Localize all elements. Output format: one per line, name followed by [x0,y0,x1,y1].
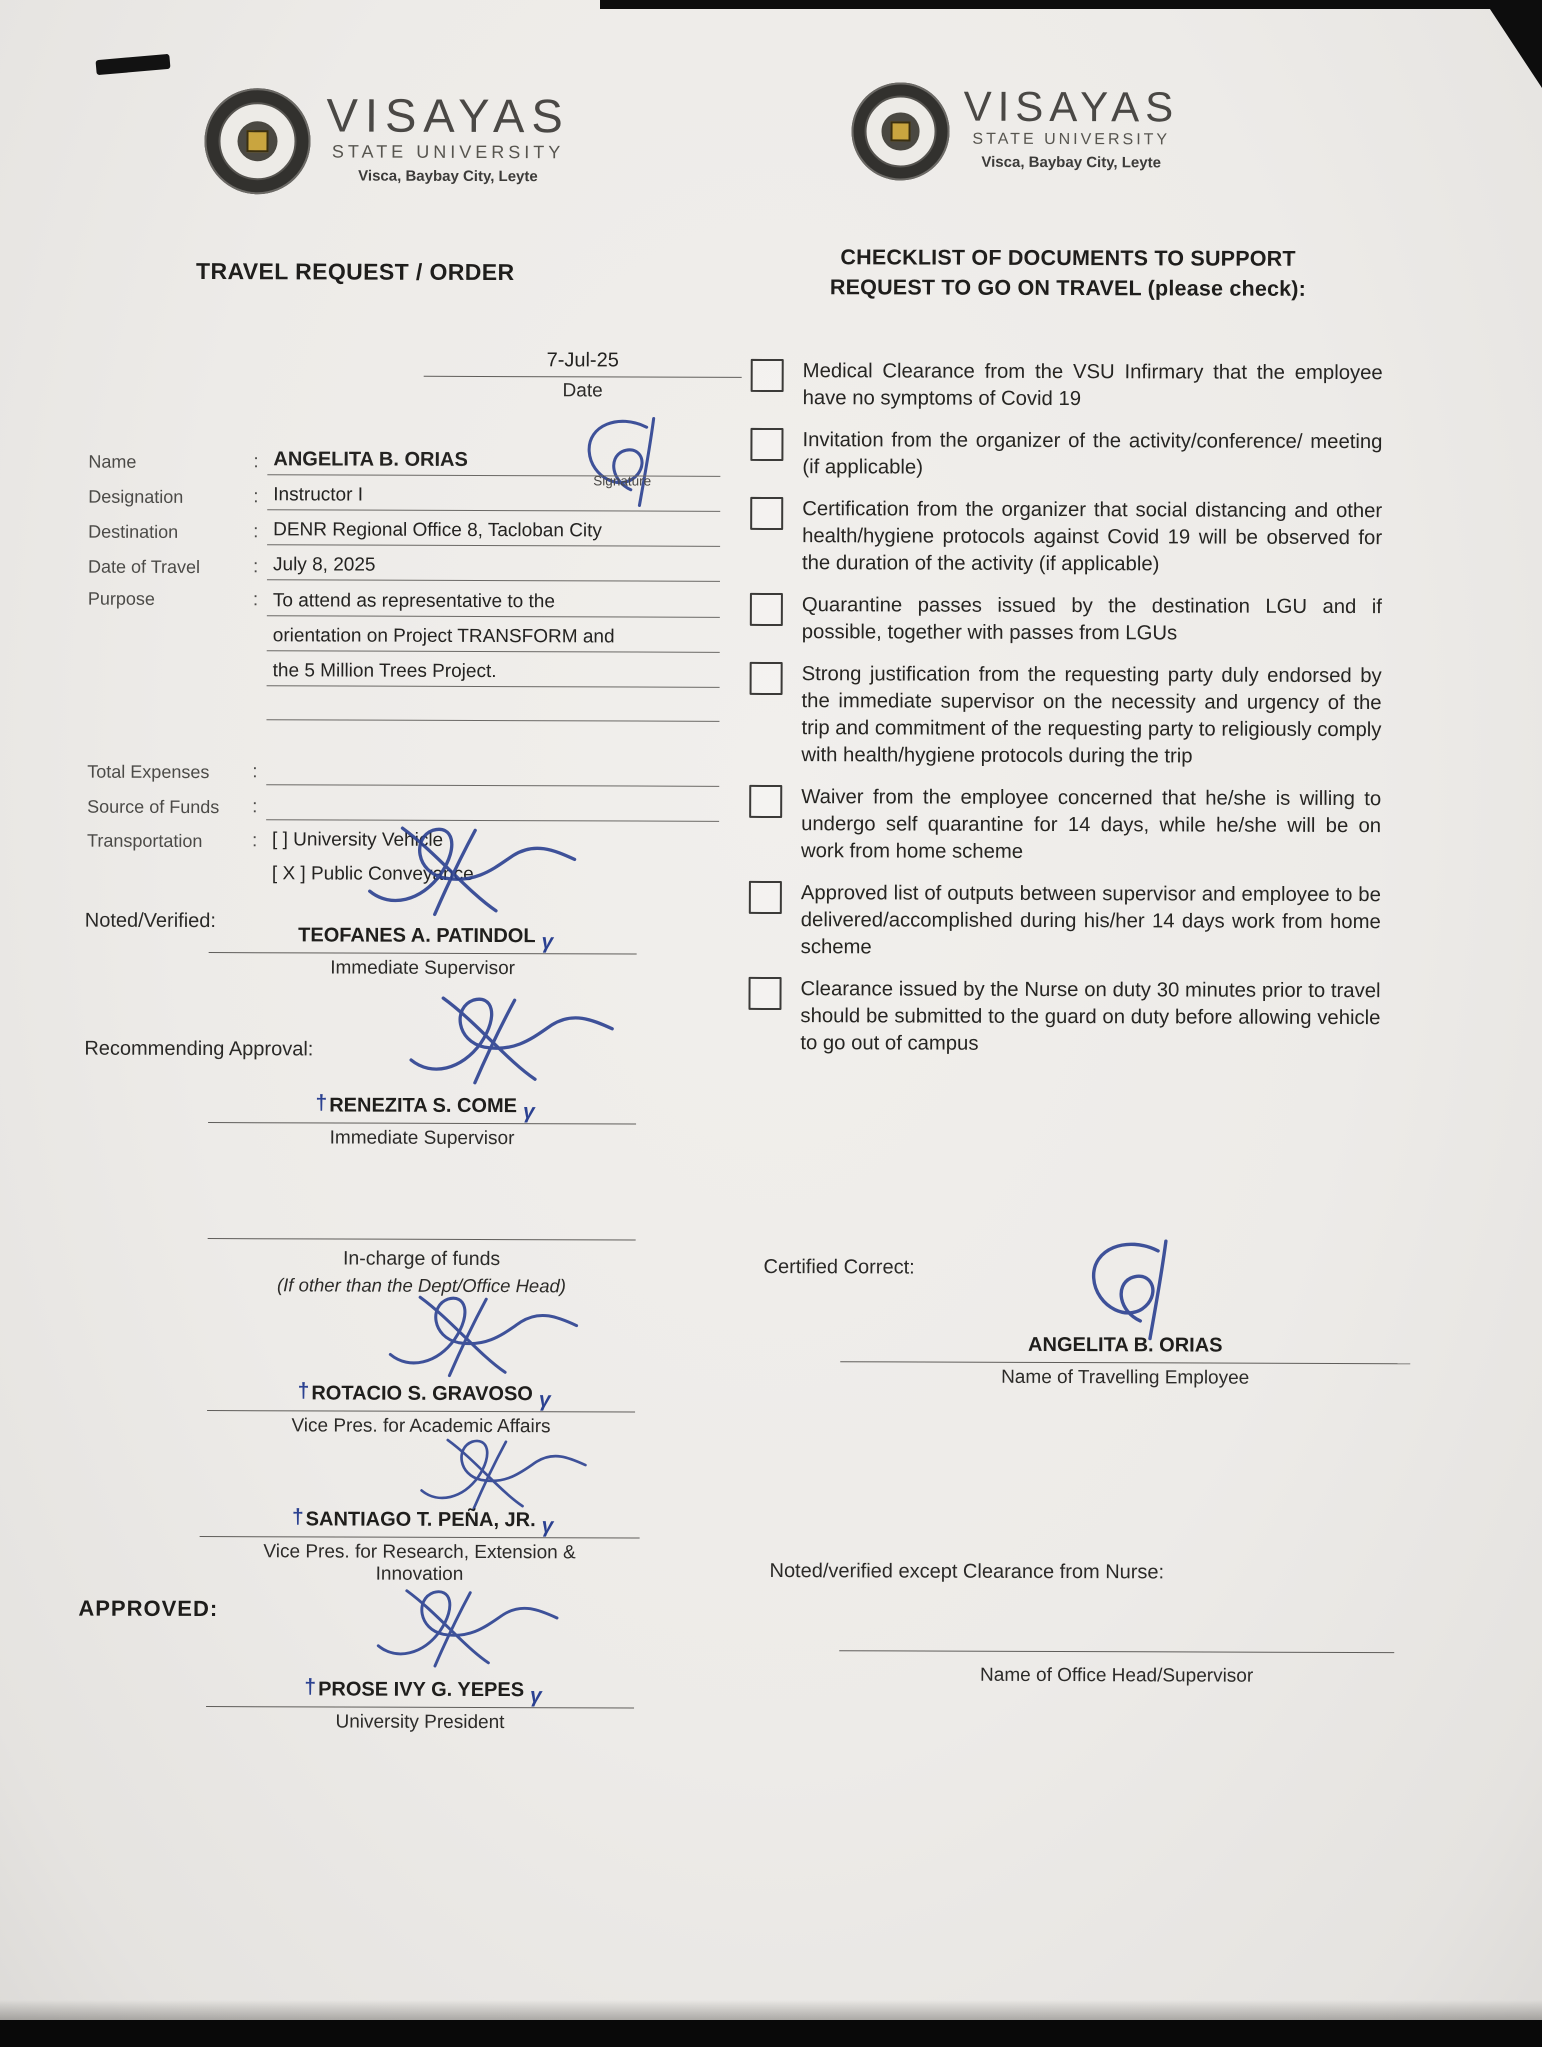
ink-mark: γ [522,1100,535,1124]
checklist-item: Strong justification from the requesting party duly endorsed by the immediate supervisor on the necessity and urgency of the trip and commitment of the requesting party to religiously comply with health/hygiene protocols during the trip [749,661,1381,771]
supervisor-name: TEOFANES A. PATINDOL [298,924,536,948]
signature-label: Signature [593,473,652,489]
approver-title: Vice Pres. for Academic Affairs [291,1415,551,1438]
purpose-line-blank [266,694,719,722]
supervisor-name: RENEZITA S. COME [329,1094,518,1118]
checklist-item: Invitation from the organizer of the activity/conference/ meeting (if applicable) [750,427,1382,483]
university-address: Visca, Baybay City, Leyte [358,167,538,186]
ink-mark: † [291,1505,304,1529]
checklist-item: Medical Clearance from the VSU Infirmary that the employee have no symptoms of Covid 19 [751,358,1383,414]
checklist-title: CHECKLIST OF DOCUMENTS TO SUPPORT REQUEST TO GO ON TRAVEL (please check): [829,245,1307,301]
approver-name: SANTIAGO T. PEÑA, JR. [305,1508,536,1532]
date-label: Date [562,380,603,402]
noted-verified-signatory [209,922,637,981]
university-header-left [204,80,664,212]
ink-mark: † [297,1379,310,1403]
approver-title: University President [335,1711,505,1734]
university-subtitle: STATE UNIVERSITY [331,141,565,163]
field-date-of-travel: Date of Travel : July 8, 2025 [88,554,720,582]
incharge-label: In-charge of funds [342,1247,501,1271]
purpose-line: orientation on Project TRANSFORM and [267,624,720,653]
name-value: ANGELITA B. ORIAS [267,448,720,477]
office-head-signatory [839,1622,1394,1688]
employee-name: ANGELITA B. ORIAS [1028,1333,1223,1357]
date-value: 7-Jul-25 [424,349,742,378]
ink-mark: † [304,1675,317,1699]
checkbox-unchecked [748,977,781,1010]
signature-scribble [349,1581,594,1678]
vsu-seal-icon [204,88,310,194]
supervisor-title: Immediate Supervisor [330,957,516,980]
total-expenses-value [266,759,719,787]
field-purpose: Purpose : To attend as representative to the orientation on Project TRANSFORM and the 5 Million Trees Project. [87,589,719,730]
approver-name: ROTACIO S. GRAVOSO [311,1382,533,1406]
approved-label: APPROVED: [78,1595,219,1622]
recommending-approval-label: Recommending Approval: [84,1037,314,1061]
vp-research-signatory [199,1506,639,1587]
signature-scribble [391,987,641,1096]
checklist-item: Waiver from the employee concerned that he/she is willing to undergo self quarantine for 14 days, while he/she will be on work from home scheme [749,784,1381,867]
date-of-travel-value: July 8, 2025 [267,554,720,582]
noted-except-label: Noted/verified except Clearance from Nurse: [769,1560,1165,1584]
checkbox-unchecked [750,497,783,530]
checklist-item: Clearance issued by the Nurse on duty 30 minutes prior to travel should be submitted to the guard on duty before allowing vehicle to go out of campus [748,976,1380,1059]
scan-artifact-bottom-strip [0,2020,1542,2047]
checkbox-unchecked [750,662,783,695]
designation-value: Instructor I [267,484,720,512]
destination-value: DENR Regional Office 8, Tacloban City [267,519,720,547]
field-designation: Designation : Instructor I [88,484,720,512]
purpose-line: the 5 Million Trees Project. [267,659,720,688]
form-title: TRAVEL REQUEST / ORDER [196,257,515,286]
university-subtitle: STATE UNIVERSITY [972,130,1171,149]
supervisor-title: Immediate Supervisor [329,1127,515,1150]
signature-line [208,1238,636,1240]
purpose-line: To attend as representative to the [267,589,720,618]
vsu-seal-icon [851,82,949,180]
date-block [424,349,742,403]
office-head-title: Name of Office Head/Supervisor [980,1664,1254,1687]
university-header-right [851,70,1271,196]
university-president-signatory [206,1676,634,1735]
university-name: VISAYAS [963,82,1180,131]
checklist-item: Certification from the organizer that social distancing and other health/hygiene protocols against Covid 19 will be observed for the duration of the activity (if applicable) [750,496,1382,579]
recommending-approval-signatory [208,1092,636,1151]
field-name: Name : ANGELITA B. ORIAS Signature [88,448,720,477]
field-destination: Destination : DENR Regional Office 8, Tacloban City [88,519,720,547]
checkbox-unchecked [749,881,782,914]
certified-correct-label: Certified Correct: [763,1255,915,1279]
signature-scribble [347,817,607,928]
approver-name: PROSE IVY G. YEPES [318,1678,525,1702]
field-total-expenses: Total Expenses : [87,759,719,787]
checkbox-unchecked [749,785,782,818]
approver-title: Vice Pres. for Research, Extension & [263,1541,576,1564]
university-name: VISAYAS [326,88,570,143]
checklist [748,358,1382,1074]
checkbox-unchecked [750,428,783,461]
transportation-university-vehicle: [ ] University Vehicle [272,829,444,851]
ink-mark: γ [530,1684,542,1708]
signature-line [839,1622,1394,1653]
travelling-employee-signatory [840,1332,1410,1390]
checklist-item: Quarantine passes issued by the destination LGU and if possible, together with passes from LGUs [750,592,1382,648]
field-source-of-funds: Source of Funds : [87,794,719,822]
transportation-public-conveyance: [ X ] Public Conveyance [271,863,474,885]
ink-mark: † [315,1091,328,1115]
checkbox-unchecked [750,593,783,626]
field-transportation: Transportation : [ ] University Vehicle [87,829,719,856]
employee-title: Name of Travelling Employee [1001,1366,1250,1389]
noted-verified-label: Noted/Verified: [84,909,217,933]
ink-mark: γ [538,1388,551,1412]
approver-title-2: Innovation [375,1563,464,1586]
ink-mark: γ [541,930,554,954]
signature-scribble [365,1287,610,1388]
ink-mark: γ [541,1514,554,1538]
university-address: Visca, Baybay City, Leyte [981,153,1161,172]
checklist-item: Approved list of outputs between supervisor and employee to be delivered/accomplished during his/her 14 days work from home scheme [749,880,1381,963]
checkbox-unchecked [751,359,784,392]
signature-scribble [1050,1233,1185,1345]
incharge-note: (If other than the Dept/Office Head) [276,1274,567,1297]
